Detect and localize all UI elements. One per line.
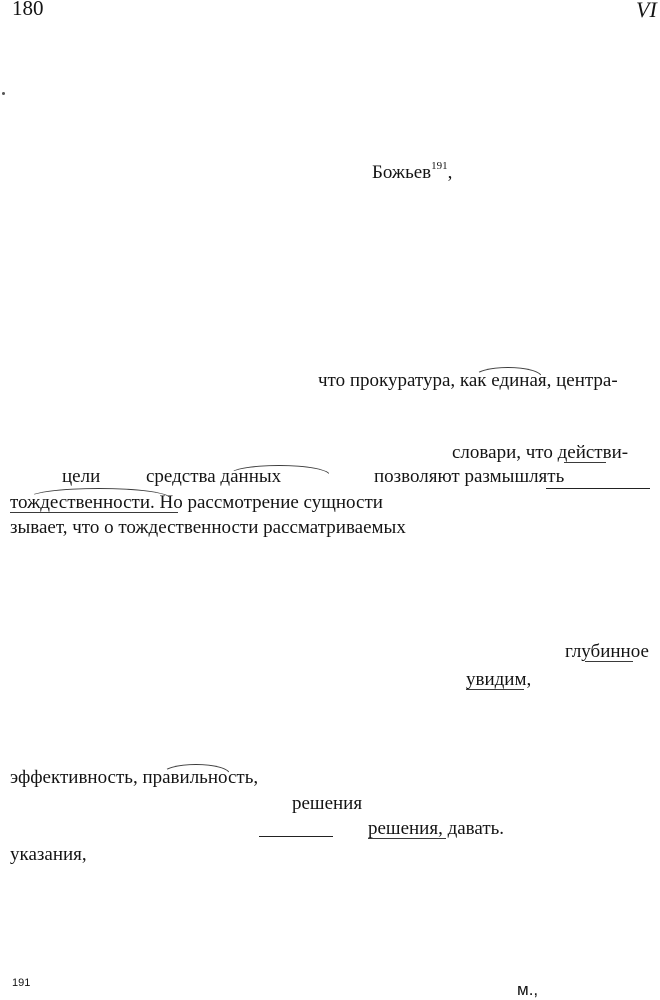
text-line-prokuratura: что прокуратура, как единая, центра- bbox=[318, 370, 618, 391]
author-comma: , bbox=[447, 162, 453, 183]
text-uvidim: увидим, bbox=[466, 669, 532, 690]
pen-mark bbox=[474, 367, 542, 377]
text-line-zyvaet: зывает, что о тождественности рассматриваемых bbox=[10, 517, 406, 538]
text-glubinnoe: глубинное bbox=[565, 641, 649, 662]
scan-speck bbox=[2, 92, 5, 95]
pen-mark bbox=[28, 488, 170, 498]
text-line-slovari: словари, что действи- bbox=[452, 442, 629, 463]
blank-line bbox=[259, 836, 333, 837]
footnote-marker: 191 bbox=[431, 160, 448, 172]
pen-underline bbox=[466, 689, 524, 690]
footnote-text: м., bbox=[517, 980, 539, 999]
footnote-number: 191 bbox=[12, 977, 31, 989]
text-pozvolyayut: позволяют размышлять bbox=[374, 466, 565, 487]
pen-mark bbox=[162, 764, 230, 774]
text-word-celi: цели bbox=[62, 466, 101, 487]
pen-underline bbox=[368, 838, 446, 839]
pen-underline bbox=[546, 488, 650, 489]
pen-underline bbox=[585, 661, 633, 662]
text-sredstva: средства данных bbox=[146, 466, 282, 487]
text-resheniya-2: решения, давать. bbox=[368, 818, 505, 839]
text-ukazaniya: указания, bbox=[10, 844, 87, 865]
text-line-effektivnost: эффективность, правильность, bbox=[10, 767, 259, 788]
chapter-mark: VI bbox=[636, 0, 657, 22]
author-reference bbox=[372, 162, 452, 184]
pen-underline bbox=[10, 512, 178, 513]
pen-underline bbox=[564, 462, 606, 463]
text-resheniya-1: решения bbox=[292, 793, 363, 814]
page-number: 180 bbox=[12, 0, 44, 20]
author-name: Божьев bbox=[372, 162, 432, 183]
text-line-tozhdestvennosti: тождественности. Но рассмотрение сущности bbox=[10, 492, 383, 513]
